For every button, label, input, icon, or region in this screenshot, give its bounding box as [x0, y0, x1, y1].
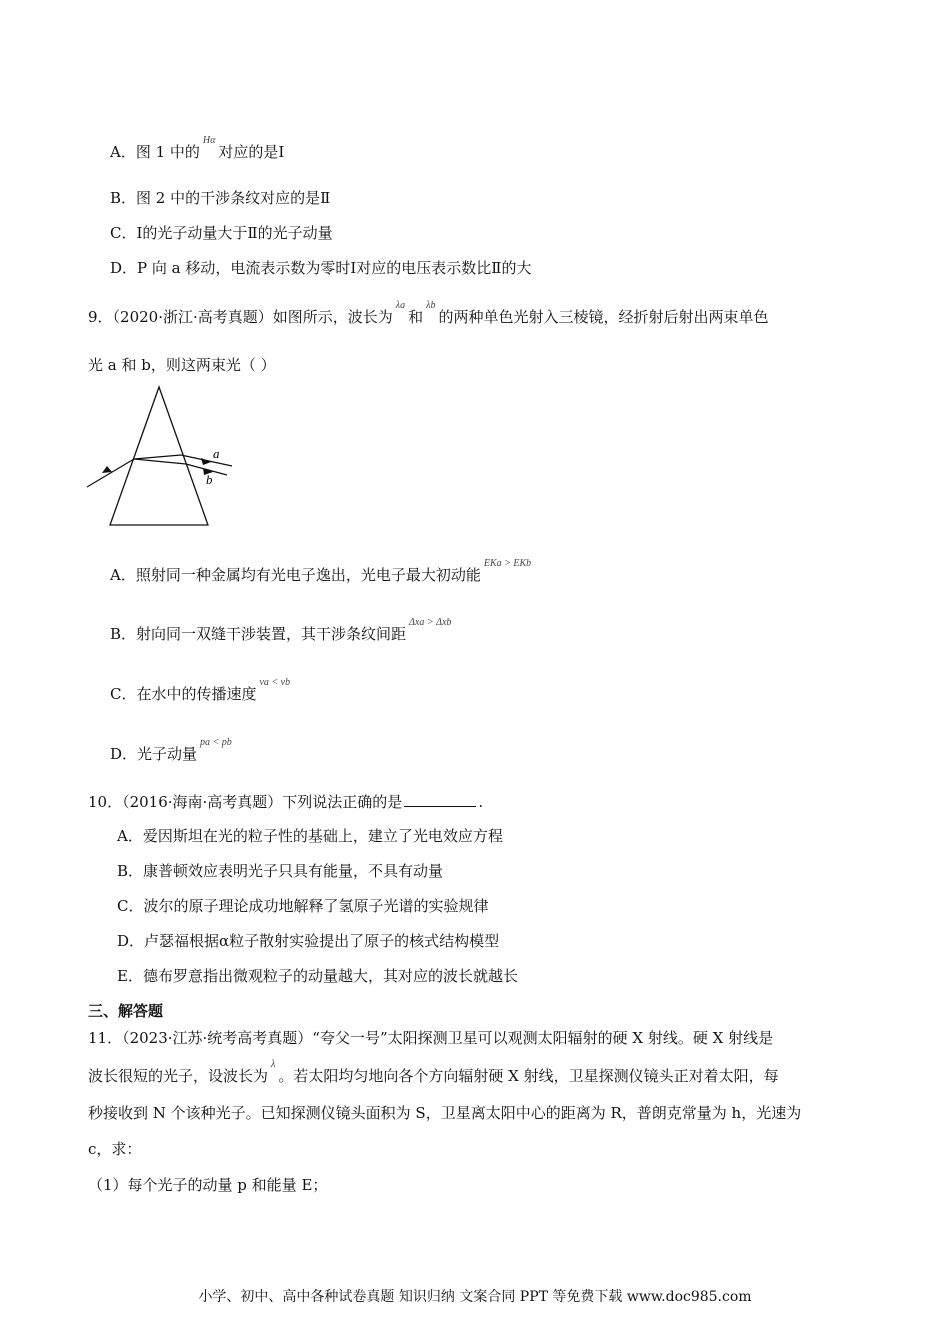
q9-option-d — [110, 737, 235, 767]
q11-line3: 秒接收到 N 个该种光子。已知探测仪镜头面积为 S，卫星离太阳中心的距离为 R，普朗克常量为 h，光速为 — [88, 1104, 802, 1122]
lambda-symbol: λ — [271, 1059, 276, 1070]
q10-option-c: C．波尔的原子理论成功地解释了氢原子光谱的实验规律 — [117, 897, 489, 915]
q9-stem — [88, 300, 769, 330]
ray-a-arrow-icon — [201, 458, 211, 465]
q8-option-a-tail: 对应的是Ⅰ — [218, 143, 285, 161]
ray-b-label: b — [206, 472, 213, 487]
q11-line2-text: 波长很短的光子，设波长为 — [88, 1067, 269, 1085]
q8-option-a-text: A．图 1 中的 — [110, 143, 200, 161]
q9-option-c-text: C．在水中的传播速度 — [110, 685, 257, 703]
p-inequality: pa < pb — [200, 737, 232, 748]
q8-option-c: C．Ⅰ的光子动量大于Ⅱ的光子动量 — [110, 224, 333, 242]
section-heading: 三、解答题 — [88, 1002, 164, 1020]
q10-stem — [88, 792, 483, 812]
refracted-ray-b — [134, 459, 186, 464]
q11-line1: 11．（2023·江苏·统考高考真题）“夸父一号”太阳探测卫星可以观测太阳辐射的硬 X 射线。硬 X 射线是 — [88, 1029, 774, 1047]
prism-triangle — [110, 387, 208, 525]
q9-stem-and: 和 — [408, 308, 424, 326]
answer-blank — [404, 792, 476, 807]
incident-ray — [87, 459, 134, 487]
ray-a-label: a — [213, 446, 220, 461]
q8-option-a — [110, 135, 285, 165]
q8-option-b: B．图 2 中的干涉条纹对应的是Ⅱ — [110, 189, 331, 207]
q9-option-a — [110, 558, 534, 588]
q10-stem-end: . — [478, 793, 484, 811]
refracted-ray-a — [134, 455, 181, 459]
q9-stem-line2: 光 a 和 b，则这两束光（ ） — [88, 356, 276, 374]
page-footer: 小学、初中、高中各种试卷真题 知识归纳 文案合同 PPT 等免费下载 www.doc985.com — [198, 1289, 752, 1305]
q9-stem-text: 9．（2020·浙江·高考真题）如图所示，波长为 — [88, 308, 393, 326]
ek-inequality: EKa > EKb — [483, 558, 532, 569]
lambda-a-symbol: λa — [395, 300, 406, 311]
q11-sub1: （1）每个光子的动量 p 和能量 E； — [88, 1176, 328, 1194]
q9-stem-tail: 的两种单色光射入三棱镜，经折射后射出两束单色 — [438, 308, 769, 326]
dx-inequality: Δxa > Δxb — [409, 617, 452, 628]
q9-option-c — [110, 677, 293, 707]
q8-option-d: D．P 向 a 移动，电流表示数为零时Ⅰ对应的电压表示数比Ⅱ的大 — [110, 259, 532, 277]
q9-option-b — [110, 617, 454, 647]
q10-stem-text: 10．（2016·海南·高考真题）下列说法正确的是 — [88, 793, 403, 811]
prism-figure — [80, 380, 250, 530]
q10-option-a: A．爱因斯坦在光的粒子性的基础上，建立了光电效应方程 — [117, 827, 503, 845]
q11-line2 — [88, 1059, 779, 1089]
h-alpha-symbol: Hα — [202, 135, 216, 146]
q11-line2-tail: 。若太阳均匀地向各个方向辐射硬 X 射线，卫星探测仪镜头正对着太阳，每 — [278, 1067, 779, 1085]
v-inequality: va < vb — [259, 677, 291, 688]
q9-option-a-text: A．照射同一种金属均有光电子逸出，光电子最大初动能 — [110, 566, 481, 584]
q11-line4: c，求： — [88, 1140, 142, 1158]
q9-option-b-text: B．射向同一双缝干涉装置，其干涉条纹间距 — [110, 625, 407, 643]
q10-option-d: D．卢瑟福根据α粒子散射实验提出了原子的核式结构模型 — [117, 932, 500, 950]
lambda-b-symbol: λb — [426, 300, 436, 311]
q10-option-e: E．德布罗意指出微观粒子的动量越大，其对应的波长就越长 — [117, 967, 518, 985]
q10-option-b: B．康普顿效应表明光子只具有能量，不具有动量 — [117, 862, 444, 880]
q9-option-d-text: D．光子动量 — [110, 745, 198, 763]
incident-arrow-icon — [102, 466, 112, 473]
